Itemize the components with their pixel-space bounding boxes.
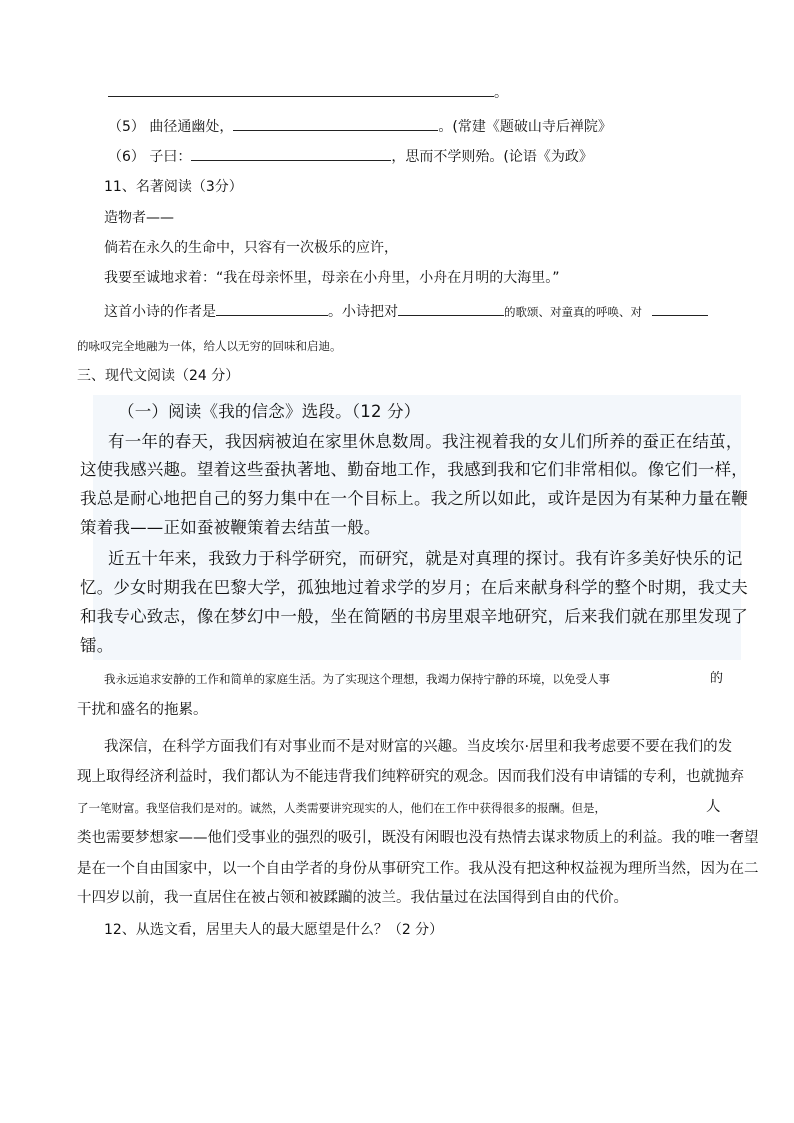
passage-p3-line: 我永远追求安静的工作和简单的家庭生活。为了实现这个理想，我竭力保持宁静的环境，以免受人事 (104, 672, 610, 686)
passage-p4-line: 类也需要梦想家——他们受事业的强烈的吸引，既没有闲暇也没有热情去谋求物质上的利益。我的唯一奢望 (77, 830, 759, 846)
passage-p2-line: 忆。少女时期我在巴黎大学，孤独地过着求学的岁月；在后来献身科学的整个时期，我丈夫 (80, 578, 748, 597)
question-11-ask-cont: 的咏叹完全地融为一体，给人以无穷的回味和启迪。 (77, 339, 342, 353)
question-12-title: 12、从选文看，居里夫人的最大愿望是什么？（2 分） (104, 922, 444, 938)
poem-line-1: 造物者—— (104, 210, 174, 226)
answer-blank[interactable] (216, 301, 328, 316)
passage-p4-tail: 人 (706, 799, 721, 815)
passage-p3-tail: 的 (710, 671, 724, 686)
fill-line-4: 。 (108, 82, 508, 103)
answer-blank[interactable] (398, 301, 504, 316)
question-11-title: 11、名著阅读（3分） (104, 179, 243, 195)
passage-p2-line: 和我专心致志，像在梦幻中一般，坐在简陋的书房里艰辛地研究，后来我们就在那里发现了 (80, 607, 748, 626)
passage-p2-line: 镭。 (80, 636, 114, 655)
fill-item-6: （6） 子曰： ，思而不学则殆。(论语《为政》 (108, 146, 593, 167)
passage-p4-line: 十四岁以前，我一直居住在被占领和被蹂躏的波兰。我估量过在法国得到自由的代价。 (77, 890, 628, 906)
answer-blank[interactable] (233, 116, 438, 131)
passage-p1-line: 策着我——正如蚕被鞭策着去结茧一般。 (80, 518, 381, 537)
passage-p2-line: 近五十年来，我致力于科学研究，而研究，就是对真理的探讨。我有许多美好快乐的记 (108, 549, 743, 568)
passage-p1-line: 我总是耐心地把自己的努力集中在一个目标上。我之所以如此，或许是因为有某种力量在鞭 (80, 489, 748, 508)
passage-p1-line: 这使我感兴趣。望着这些蚕执著地、勤奋地工作，我感到我和它们非常相似。像它们一样， (80, 460, 748, 479)
question-11-ask: 这首小诗的作者是 。小诗把对 的歌颂、对童真的呼唤、对 (104, 301, 708, 322)
passage-p3-line: 干扰和盛名的拖累。 (77, 702, 208, 718)
answer-blank[interactable] (108, 82, 494, 97)
answer-blank[interactable] (191, 146, 391, 161)
poem-line-3: 我要至诚地求着：“我在母亲怀里，母亲在小舟里，小舟在月明的大海里。” (104, 270, 560, 286)
passage-p4-line: 现上取得经济利益时，我们都认为不能违背我们纯粹研究的观念。因而我们没有申请镭的专利，也就抛弃 (77, 769, 744, 785)
passage-p4-line: 我深信，在科学方面我们有对事业而不是对财富的兴趣。当皮埃尔·居里和我考虑要不要在我们的发 (104, 739, 733, 755)
fill-item-5: （5） 曲径通幽处， 。(常建《题破山寺后禅院》 (108, 116, 612, 137)
poem-line-2: 倘若在永久的生命中，只容有一次极乐的应许， (104, 240, 398, 256)
passage-heading: （一）阅读《我的信念》选段。（12 分） (118, 402, 421, 421)
passage-p4-line: 是在一个自由国家中，以一个自由学者的身份从事研究工作。我从没有把这种权益视为理所当然，因为在二 (77, 861, 759, 877)
section-3-title: 三、现代文阅读（24 分） (77, 368, 240, 384)
passage-p1-line: 有一年的春天，我因病被迫在家里休息数周。我注视着我的女儿们所养的蚕正在结茧， (108, 432, 743, 451)
passage-p4-line: 了一笔财富。我坚信我们是对的。诚然，人类需要讲究现实的人，他们在工作中获得很多的报酬。但是， (77, 801, 606, 815)
answer-blank[interactable] (652, 301, 708, 316)
